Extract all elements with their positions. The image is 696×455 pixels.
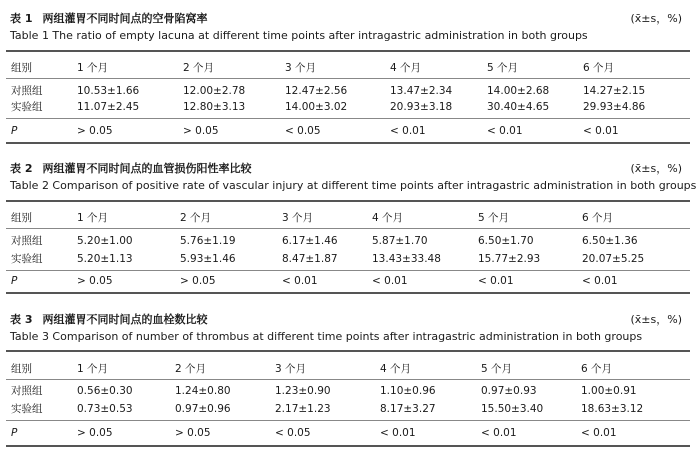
table-2-header-rule	[6, 228, 690, 229]
row-label-control: 对照组	[11, 85, 43, 97]
table-cell: 0.97±0.93	[481, 385, 537, 397]
table-1-stat-note: (x̄±s，%)	[630, 12, 682, 25]
table-cell: < 0.01	[478, 275, 514, 287]
table-2-bottom-rule	[6, 292, 690, 294]
table-cell: 5.20±1.13	[77, 253, 133, 265]
table-2-title-en: Table 2 Comparison of positive rate of vascular injury at different time points after intragastric administration in both groups	[10, 179, 696, 192]
row-label-p: P	[11, 125, 18, 137]
table-row	[0, 100, 696, 114]
table-cell: < 0.01	[372, 275, 408, 287]
header-month-3: 3 个月	[285, 62, 317, 74]
table-cell: > 0.05	[77, 427, 113, 439]
table-2-p-rule	[6, 270, 690, 271]
table-cell: 0.56±0.30	[77, 385, 133, 397]
table-cell: 14.00±3.02	[285, 101, 348, 113]
header-month-6: 6 个月	[581, 363, 613, 375]
table-cell: 0.73±0.53	[77, 403, 133, 415]
table-cell: 5.76±1.19	[180, 235, 236, 247]
table-cell: 14.00±2.68	[487, 85, 550, 97]
table-cell: 12.00±2.78	[183, 85, 246, 97]
table-cell: < 0.01	[582, 275, 618, 287]
table-cell: < 0.01	[487, 125, 523, 137]
table-cell: > 0.05	[175, 427, 211, 439]
table-cell: 11.07±2.45	[77, 101, 140, 113]
table-cell: 29.93±4.86	[583, 101, 646, 113]
table-cell: 13.47±2.34	[390, 85, 453, 97]
header-month-4: 4 个月	[390, 62, 422, 74]
table-cell: 5.20±1.00	[77, 235, 133, 247]
table-2-header-row	[0, 211, 696, 225]
header-group: 组别	[11, 363, 32, 375]
table-2-stat-note: (x̄±s，%)	[630, 162, 682, 175]
table-cell: > 0.05	[180, 275, 216, 287]
table-1-header-rule	[6, 78, 690, 79]
table-cell: > 0.05	[183, 125, 219, 137]
row-label-control: 对照组	[11, 235, 43, 247]
row-label-experimental: 实验组	[11, 101, 43, 113]
table-1-top-rule	[6, 50, 690, 52]
table-cell: 12.80±3.13	[183, 101, 246, 113]
table-cell: 1.23±0.90	[275, 385, 331, 397]
table-row	[0, 384, 696, 398]
table-cell: < 0.01	[583, 125, 619, 137]
header-month-2: 2 个月	[183, 62, 215, 74]
table-cell: 6.50±1.36	[582, 235, 638, 247]
header-group: 组别	[11, 212, 32, 224]
table-cell: < 0.01	[390, 125, 426, 137]
header-month-4: 4 个月	[380, 363, 412, 375]
table-cell: 20.93±3.18	[390, 101, 453, 113]
table-cell: 6.17±1.46	[282, 235, 338, 247]
table-1-title-en: Table 1 The ratio of empty lacuna at different time points after intragastric administration in both groups	[10, 29, 588, 42]
table-1-p-rule	[6, 118, 690, 119]
table-3-title	[10, 313, 207, 327]
table-row	[0, 402, 696, 416]
header-month-2: 2 个月	[180, 212, 212, 224]
table-cell: 15.50±3.40	[481, 403, 544, 415]
table-3-number: 表 3	[10, 313, 33, 326]
table-cell: 12.47±2.56	[285, 85, 348, 97]
table-3-p-rule	[6, 420, 690, 421]
table-cell: 30.40±4.65	[487, 101, 550, 113]
row-label-experimental: 实验组	[11, 253, 43, 265]
table-row-p	[0, 274, 696, 288]
header-month-6: 6 个月	[583, 62, 615, 74]
table-cell: 10.53±1.66	[77, 85, 140, 97]
table-row	[0, 84, 696, 98]
table-cell: 15.77±2.93	[478, 253, 541, 265]
table-cell: 2.17±1.23	[275, 403, 331, 415]
table-1-header-row	[0, 61, 696, 75]
header-month-3: 3 个月	[275, 363, 307, 375]
table-1-title	[10, 12, 207, 26]
table-cell: < 0.05	[285, 125, 321, 137]
table-cell: 5.93±1.46	[180, 253, 236, 265]
table-row	[0, 252, 696, 266]
header-month-1: 1 个月	[77, 62, 109, 74]
table-1-title-cn: 两组灌胃不同时间点的空骨陷窝率	[42, 12, 208, 25]
table-row	[0, 234, 696, 248]
table-cell: 6.50±1.70	[478, 235, 534, 247]
table-cell: 1.10±0.96	[380, 385, 436, 397]
table-1-number: 表 1	[10, 12, 33, 25]
header-month-5: 5 个月	[487, 62, 519, 74]
row-label-p: P	[11, 275, 18, 287]
table-cell: < 0.01	[282, 275, 318, 287]
table-3-bottom-rule	[6, 445, 690, 447]
table-3-top-rule	[6, 350, 690, 352]
table-cell: > 0.05	[77, 125, 113, 137]
table-cell: 1.00±0.91	[581, 385, 637, 397]
table-cell: > 0.05	[77, 275, 113, 287]
table-2-top-rule	[6, 200, 690, 202]
table-cell: 18.63±3.12	[581, 403, 644, 415]
table-cell: 20.07±5.25	[582, 253, 645, 265]
table-cell: < 0.01	[481, 427, 517, 439]
table-row-p	[0, 124, 696, 138]
table-2-title	[10, 162, 251, 176]
table-cell: 8.17±3.27	[380, 403, 436, 415]
header-month-4: 4 个月	[372, 212, 404, 224]
table-2-title-cn: 两组灌胃不同时间点的血管损伤阳性率比较	[42, 162, 252, 175]
header-month-2: 2 个月	[175, 363, 207, 375]
row-label-p: P	[11, 427, 18, 439]
table-3-header-rule	[6, 379, 690, 380]
header-month-5: 5 个月	[481, 363, 513, 375]
header-month-3: 3 个月	[282, 212, 314, 224]
table-cell: 5.87±1.70	[372, 235, 428, 247]
table-cell: < 0.05	[275, 427, 311, 439]
header-month-6: 6 个月	[582, 212, 614, 224]
table-cell: 13.43±33.48	[372, 253, 441, 265]
table-3-title-en: Table 3 Comparison of number of thrombus at different time points after intragastric administration in both groups	[10, 330, 643, 343]
table-cell: 8.47±1.87	[282, 253, 338, 265]
header-month-1: 1 个月	[77, 363, 109, 375]
table-1-bottom-rule	[6, 142, 690, 144]
table-cell: < 0.01	[380, 427, 416, 439]
header-month-1: 1 个月	[77, 212, 109, 224]
table-3-stat-note: (x̄±s，%)	[630, 313, 682, 326]
table-row-p	[0, 426, 696, 440]
table-3-title-cn: 两组灌胃不同时间点的血栓数比较	[42, 313, 208, 326]
row-label-control: 对照组	[11, 385, 43, 397]
table-cell: < 0.01	[581, 427, 617, 439]
header-month-5: 5 个月	[478, 212, 510, 224]
header-group: 组别	[11, 62, 32, 74]
table-cell: 0.97±0.96	[175, 403, 231, 415]
table-cell: 14.27±2.15	[583, 85, 646, 97]
row-label-experimental: 实验组	[11, 403, 43, 415]
table-3-header-row	[0, 362, 696, 376]
table-2-number: 表 2	[10, 162, 33, 175]
table-cell: 1.24±0.80	[175, 385, 231, 397]
